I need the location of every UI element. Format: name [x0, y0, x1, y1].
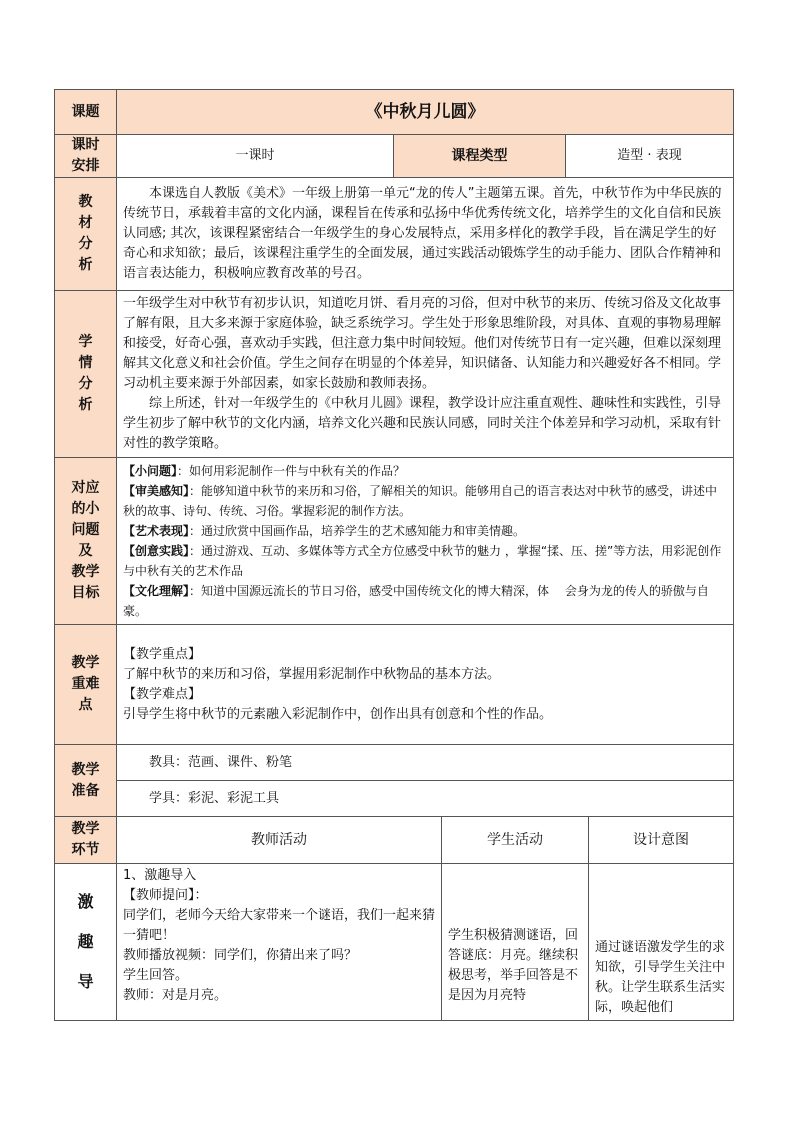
intro-line: 教师播放视频：同学们，你猜出来了吗？: [123, 948, 358, 963]
schedule-label-line: 安排: [71, 158, 100, 174]
label-line: 目标: [71, 585, 100, 601]
student-tools: 学具：彩泥、彩泥工具: [117, 781, 734, 817]
label-char: 材: [78, 215, 93, 231]
label-line: 环节: [71, 842, 100, 858]
goal-text: ：能够知道中秋节的来历和习俗，了解相关的知识。能够用自己的语言表达对中秋节的感受，讲述中秋的故事、诗句、传统、习俗。掌握彩泥的制作方法。: [123, 484, 718, 518]
schedule-row: [55, 135, 734, 178]
schedule-label-line: 课时: [71, 137, 100, 153]
schedule-label: [55, 135, 117, 178]
prep-row-student: [55, 781, 734, 817]
intro-student-activity: [442, 864, 589, 1021]
material-analysis-text: 本课选自人教版《美术》一年级上册第一单元“龙的传人”主题第五课。首先，中秋节作为中华民族的传统节日，承载着丰富的文化内涵，课程旨在传承和弘扬中华优秀传统文化，培养学生的文化自信和民族认同感; 其次，该课程紧密结合一年级学生的身心发展特点，采用多样化的教学手段，旨在满足学生的好奇心和求知欲；最后，该课程注重学生的全面发展，通过实践活动锻炼学生的动手能力、团队合作精神和语言表达能力，积极响应教育改革的号召。: [123, 186, 722, 281]
student-analysis-cell: [117, 291, 734, 458]
goal-item: [123, 581, 727, 621]
label-char: 析: [78, 397, 93, 413]
course-type-label: 课程类型: [394, 135, 566, 178]
goals-label: [55, 458, 117, 625]
intro-row: [55, 864, 734, 1021]
material-analysis-row: [55, 178, 734, 291]
key-points-cell: [117, 625, 734, 745]
label-char: 析: [78, 257, 93, 273]
intro-line: 教师：对是月亮。: [123, 988, 228, 1003]
student-analysis-text-1: 一年级学生对中秋节有初步认识，知道吃月饼、看月亮的习俗，但对中秋节的来历、传统习俗及文化故事了解有限，且大多来源于家庭体验，缺乏系统学习。学生处于形象思维阶段，对具体、直观的事物易理解和接受，好奇心强，喜欢动手实践，但注意力集中时间较短。他们对传统节日有一定兴趣，但难以深刻理解其文化意义和社会价值。学生之间存在明显的个体差异，知识储备、认知能力和兴趣爱好各不相同。学习动机主要来源于外部因素，如家长鼓励和教师表扬。: [123, 296, 722, 391]
intro-design-intent: [589, 864, 734, 1021]
teacher-activity-header: 教师活动: [117, 817, 442, 864]
process-label: [55, 817, 117, 864]
label-char: 分: [78, 236, 93, 252]
label-char: 教: [78, 194, 93, 210]
label-char: 导: [77, 972, 94, 991]
student-analysis-label: [55, 291, 117, 458]
key-points-label: [55, 625, 117, 745]
goal-tag: 【审美感知】: [123, 484, 190, 498]
key-points-row: [55, 625, 734, 745]
goal-text: ：如何用彩泥制作一件与中秋有关的作品？: [177, 464, 406, 478]
course-type-value: 造型 · 表现: [566, 135, 734, 178]
goal-text: ：知道中国源远流长的节日习俗，感受中国传统文化的博大精深，体 会身为龙的传人的骄傲与自豪。: [123, 584, 709, 618]
goal-tag: 【艺术表现】: [123, 524, 190, 538]
intro-student-text: 学生积极猜测谜语，回答谜底：月亮。继续积极思考，举手回答是不是因为月亮特: [448, 928, 579, 1003]
goal-item: [123, 541, 727, 581]
goal-tag: 【小问题】: [123, 464, 178, 478]
intro-line: 同学们，老师今天给大家带来一个谜语，我们一起来猜一猜吧！: [123, 908, 436, 943]
lesson-plan-table: [54, 89, 734, 1021]
label-char: 趣: [77, 932, 94, 951]
goal-tag: 【创意实践】: [123, 544, 190, 558]
label-line: 的小: [71, 501, 100, 517]
material-analysis-cell: [117, 178, 734, 291]
label-line: 点: [78, 697, 93, 713]
prep-label: [55, 745, 117, 817]
label-char: 激: [77, 892, 94, 911]
label-line: 教学: [71, 655, 100, 671]
key-text: 了解中秋节的来历和习俗，掌握用彩泥制作中秋物品的基本方法。: [123, 666, 501, 682]
label-line: 及: [78, 543, 93, 559]
process-header-row: [55, 817, 734, 864]
goal-text: ：通过游戏、互动、多媒体等方式全方位感受中秋节的魅力 ，掌握“揉、压、搓”等方法，用彩泥创作与中秋有关的艺术作品: [123, 544, 722, 578]
title-label: 课题: [55, 90, 117, 135]
schedule-value: 一课时: [117, 135, 394, 178]
intro-label: [55, 864, 117, 1021]
prep-row-teacher: [55, 745, 734, 781]
intro-line: 学生回答。: [123, 968, 189, 983]
student-activity-header: 学生活动: [442, 817, 589, 864]
goal-item: [123, 461, 727, 481]
label-char: 分: [78, 376, 93, 392]
lesson-plan-sheet: [54, 89, 733, 1021]
student-analysis-row: [55, 291, 734, 458]
teacher-tools: 教具：范画、课件、粉笔: [117, 745, 734, 781]
goal-item: [123, 521, 727, 541]
label-line: 准备: [71, 782, 100, 799]
goals-cell: [117, 458, 734, 625]
label-line: 教学: [71, 821, 100, 837]
difficulty-text: 引导学生将中秋节的元素融入彩泥制作中，创作出具有创意和个性的作品。: [123, 706, 553, 722]
label-line: 教学: [71, 761, 100, 778]
intro-intent-text: 通过谜语激发学生的求知欲，引导学生关注中秋。让学生联系生活实际，唤起他们: [595, 940, 726, 1015]
student-analysis-text-2: 综上所述，针对一年级学生的《中秋月儿圆》课程，教学设计应注重直观性、趣味性和实践性，引导学生初步了解中秋节的文化内涵，培养文化兴趣和民族认同感，同时关注个体差异和学习动机，采取有针对性的教学策略。: [123, 396, 722, 451]
label-char: 学: [78, 334, 93, 350]
goal-item: [123, 481, 727, 521]
design-intent-header: 设计意图: [589, 817, 734, 864]
intro-line: 【教师提问】：: [123, 888, 208, 903]
title-row: [55, 90, 734, 135]
label-char: 情: [78, 355, 93, 371]
lesson-title: 《中秋月儿圆》: [117, 90, 734, 135]
goals-row: [55, 458, 734, 625]
goal-tag: 【文化理解】: [123, 584, 190, 598]
label-line: 重难: [71, 676, 100, 692]
goal-text: ：通过欣赏中国画作品，培养学生的艺术感知能力和审美情趣。: [189, 524, 526, 538]
key-title: 【教学重点】: [123, 646, 202, 662]
label-line: 教学: [71, 564, 100, 580]
intro-teacher-activity: [117, 864, 442, 1021]
label-line: 问题: [71, 522, 100, 538]
difficulty-title: 【教学难点】: [123, 686, 202, 702]
label-line: 对应: [71, 480, 100, 496]
intro-line: 1、激趣导入: [123, 868, 197, 883]
material-analysis-label: [55, 178, 117, 291]
